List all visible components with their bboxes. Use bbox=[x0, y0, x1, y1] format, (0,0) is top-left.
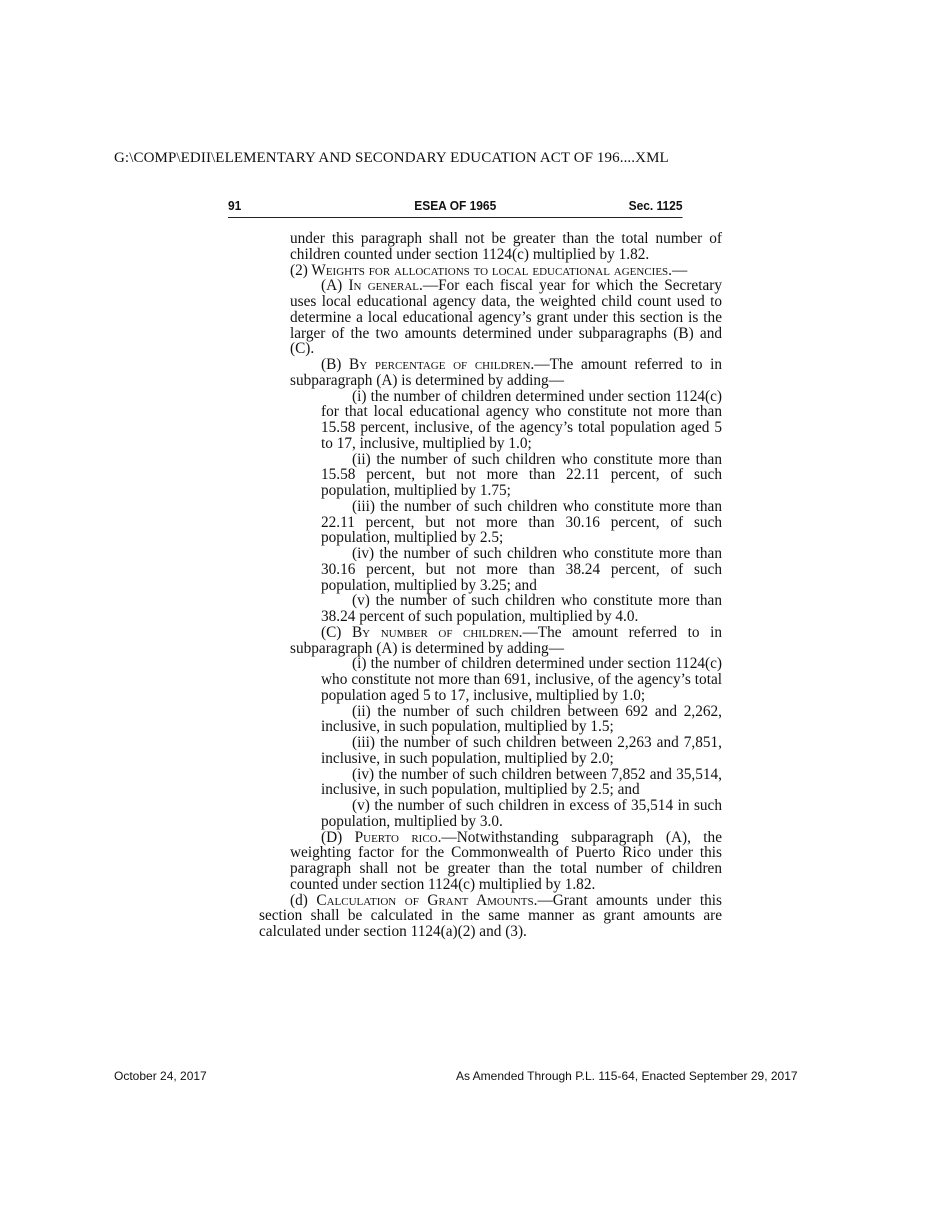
subparagraph-d bbox=[228, 830, 722, 893]
clause-b-ii: (ii) the number of such children who constitute more than 15.58 percent, but not more than 22.11 percent, of such population, multiplied by 1.75; bbox=[321, 450, 722, 499]
subparagraph-c-heading: By number of children. bbox=[351, 623, 523, 641]
subparagraph-c-label: (C) bbox=[321, 623, 352, 641]
clause-c-i: (i) the number of children determined under section 1124(c) who constitute not more than 691, inclusive, of the agency’s total population aged 5 to 17, inclusive, multiplied by 1.0; bbox=[321, 655, 722, 704]
clause-c-iv: (iv) the number of such children between 7,852 and 35,514, inclusive, in such population, multiplied by 2.5; and bbox=[321, 765, 722, 799]
subsection-d-body: —Grant amounts under this section shall be calculated in the same manner as grant amounts are calculated under section 1124(a)(2) and (3). bbox=[259, 891, 722, 940]
statute-text bbox=[228, 231, 722, 940]
footer-amended: As Amended Through P.L. 115-64, Enacted September 29, 2017 bbox=[456, 1069, 798, 1083]
clause-b-iv: (iv) the number of such children who constitute more than 30.16 percent, but not more than 38.24 percent, of such population, multiplied by 3.25; and bbox=[321, 545, 722, 594]
subsection-d-heading: Calculation of Grant Amounts. bbox=[316, 891, 538, 909]
subparagraph-a-body: —For each fiscal year for which the Secretary uses local educational agency data, the weighted child count used to determine a local educational agency’s grant under this section is the larger of the two amounts determined under subparagraphs (B) and (C). bbox=[290, 277, 722, 358]
subparagraph-c-body: —The amount referred to in subparagraph (A) is determined by adding— bbox=[290, 623, 722, 657]
subsection-d-label: (d) bbox=[290, 891, 317, 909]
running-head-section: Sec. 1125 bbox=[628, 198, 683, 213]
subsection-d bbox=[228, 893, 722, 940]
subparagraph-d-heading: Puerto rico. bbox=[354, 828, 442, 846]
clause-b-iii: (iii) the number of such children who constitute more than 22.11 percent, but not more than 30.16 percent, of such population, multiplied by 2.5; bbox=[321, 497, 722, 547]
subparagraph-b-label: (B) bbox=[321, 356, 350, 373]
subparagraph-a bbox=[228, 278, 722, 357]
running-head bbox=[228, 197, 682, 218]
subparagraph-b-body: —The amount referred to in subparagraph (A) is determined by adding— bbox=[290, 356, 723, 389]
subparagraph-d-body: —Notwithstanding subparagraph (A), the weighting factor for the Commonwealth of Puerto Rico under this paragraph shall not be greater than the total number of children counted under section 1124(c) multiplied by 1.82. bbox=[290, 828, 722, 893]
clause-b-v: (v) the number of such children who constitute more than 38.24 percent of such population, multiplied by 4.0. bbox=[321, 592, 722, 625]
subparagraph-d-label: (D) bbox=[321, 828, 355, 846]
subparagraph-a-label: (A) bbox=[321, 277, 349, 295]
clause-c-v: (v) the number of such children in excess of 35,514 in such population, multiplied by 3.0. bbox=[321, 797, 722, 830]
clause-c-iii: (iii) the number of such children between 2,263 and 7,851, inclusive, in such population, multiplied by 2.0; bbox=[321, 734, 722, 767]
footer-date: October 24, 2017 bbox=[114, 1069, 207, 1083]
clause-c-ii: (ii) the number of such children between 692 and 2,262, inclusive, in such population, multiplied by 1.5; bbox=[321, 702, 722, 736]
running-head-title: ESEA OF 1965 bbox=[414, 198, 497, 213]
file-path: G:\COMP\EDII\ELEMENTARY AND SECONDARY EDUCATION ACT OF 196....XML bbox=[114, 150, 669, 166]
clause-b-i: (i) the number of children determined under section 1124(c) for that local educational agency who constitute not more than 15.58 percent, inclusive, of the agency’s total population aged 5 to 17, inclusive, multiplied by 1.0; bbox=[321, 387, 722, 452]
carryover-paragraph: under this paragraph shall not be greater than the total number of children counted under section 1124(c) multiplied by 1.82. bbox=[290, 230, 722, 263]
paragraph-2-heading: (2) Weights for allocations to local educational agencies.— bbox=[290, 261, 688, 279]
subparagraph-b bbox=[228, 357, 722, 389]
subparagraph-a-heading: In general. bbox=[348, 277, 423, 295]
subparagraph-b-heading: By percentage of children. bbox=[349, 356, 535, 373]
subparagraph-c bbox=[228, 625, 722, 657]
page-number: 91 bbox=[228, 198, 242, 213]
